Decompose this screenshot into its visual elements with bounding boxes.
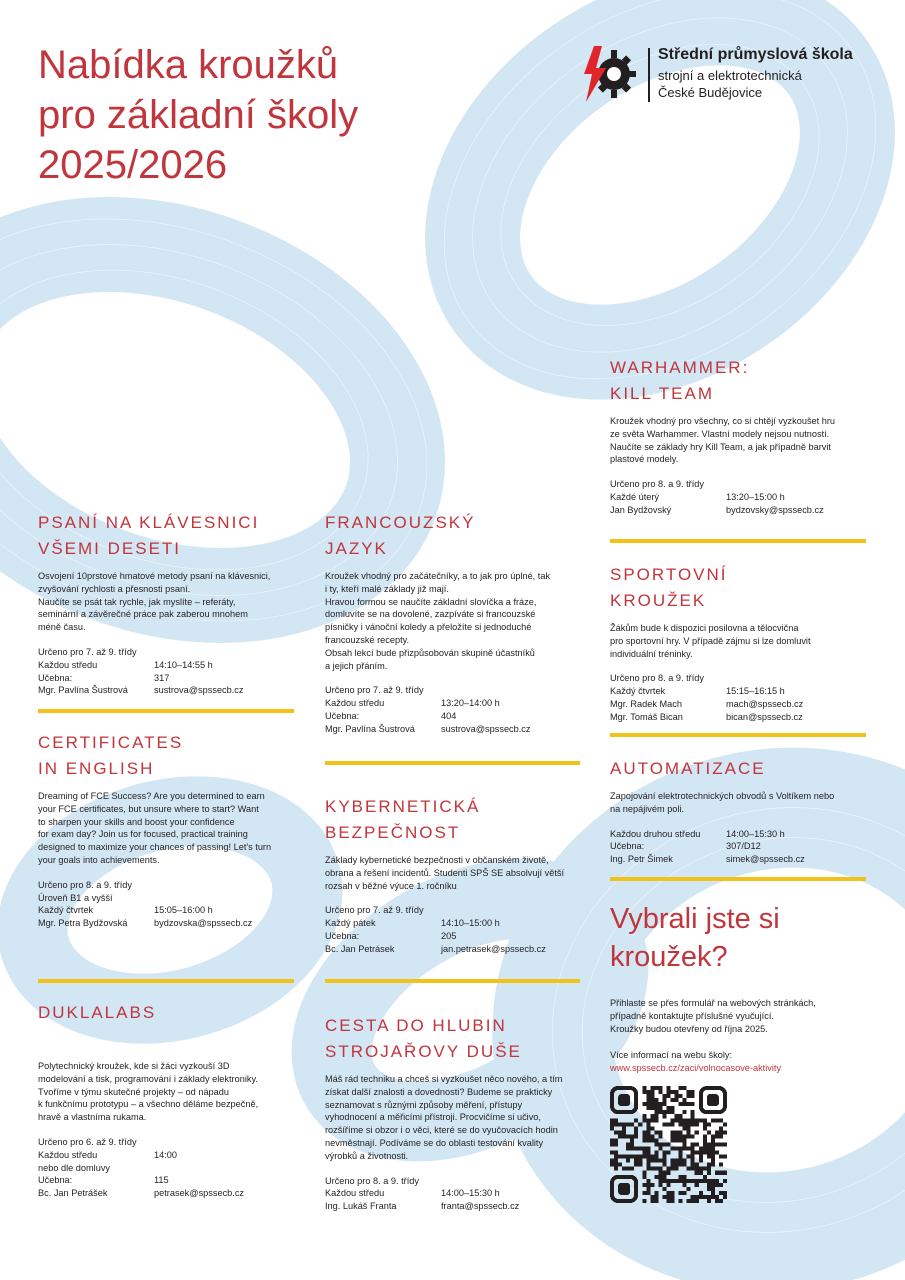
- section-automatizace: [610, 756, 875, 866]
- section-title: KYBERNETICKÁ BEZPEČNOST: [325, 797, 481, 842]
- divider: [325, 761, 580, 765]
- section-title: PSANÍ NA KLÁVESNICI VŠEMI DESETI: [38, 513, 260, 558]
- section-info: Určeno pro 6. až 9. třídy Každou středu 14:00 nebo dle domluvy Učebna: 115 Bc. Jan Petrášek petrasek@spssecb.cz: [38, 1136, 245, 1199]
- title-line-3: 2025/2026: [38, 143, 228, 187]
- section-title: DUKLALABS: [38, 1003, 157, 1022]
- section-description: Základy kybernetické bezpečnosti v občanském životě, obrana a řešení incidentů. Studenti SPŠ SE absolvují větší rozsah v běžné výuce 1. ročníku: [325, 855, 565, 891]
- gear-lightning-icon: [582, 44, 636, 104]
- title-line-1: Nabídka kroužků: [38, 43, 339, 87]
- school-name: Střední průmyslová škola: [658, 46, 853, 63]
- section-psani: [38, 510, 298, 697]
- section-info: Určeno pro 7. až 9. třídy Každý pátek 14:10–15:00 h Učebna: 205 Bc. Jan Petrásek jan.petrasek@spssecb.cz: [325, 905, 546, 954]
- section-title: FRANCOUZSKÝ JAZYK: [325, 513, 476, 558]
- cta-heading: Vybrali jste si kroužek?: [610, 903, 780, 973]
- divider: [610, 539, 866, 543]
- section-info: Určeno pro 7. až 9. třídy Každou středu 14:10–14:55 h Učebna: 317 Mgr. Pavlína Šustrová sustrova@spssecb.cz: [38, 646, 244, 696]
- section-certificates: [38, 730, 308, 930]
- section-kyber: [325, 794, 590, 956]
- school-subtitle-2: České Budějovice: [658, 85, 763, 100]
- section-francouzsky: [325, 510, 590, 736]
- section-title: SPORTOVNÍ KROUŽEK: [610, 565, 728, 610]
- divider: [38, 979, 294, 983]
- section-description: Máš rád techniku a chceš si vyzkoušet něco nového, a tím získat další znalosti a dovednosti? Budeme se prakticky seznamovat s různými způsoby měření, přístupy vyhodnocení a měřicími přístroji. Procvičíme si učivo, rozšíříme si obzor i o věci, které se do vyučovacích hodin nevměstnají. Podíváme se do oblasti testování kvality výrobků a životnosti.: [325, 1074, 563, 1161]
- section-sportovni: [610, 562, 875, 724]
- section-title: CERTIFICATES IN ENGLISH: [38, 733, 184, 778]
- divider: [610, 733, 866, 737]
- section-warhammer: [610, 355, 875, 517]
- divider: [325, 979, 580, 983]
- section-title: CESTA DO HLUBIN STROJAŘOVY DUŠE: [325, 1016, 522, 1061]
- qr-code-icon[interactable]: [610, 1086, 727, 1203]
- website-link[interactable]: www.spssecb.cz/zaci/volnocasove-aktivity: [610, 1063, 782, 1073]
- section-info: Určeno pro 7. až 9. třídy Každou středu 13:20–14:00 h Učebna: 404 Mgr. Pavlína Šustrová sustrova@spssecb.cz: [325, 685, 531, 734]
- section-duklalabs: [38, 1000, 308, 1200]
- divider: [38, 709, 294, 713]
- section-description: Polytechnický kroužek, kde si žáci vyzkouší 3D modelování a tisk, programování i základy elektroniky. Tvoříme v týmu skutečné projekty – od nápadu k funkčnímu prototypu – a všechno děláme bezpečně, hravě a vlastníma rukama.: [38, 1061, 259, 1123]
- section-title: WARHAMMER: KILL TEAM: [610, 358, 750, 403]
- section-info: Určeno pro 8. a 9. třídy Úroveň B1 a vyšší Každý čtvrtek 15:05–16:00 h Mgr. Petra Bydžovská bydzovska@spssecb.cz: [38, 879, 253, 929]
- title-line-2: pro základní školy: [38, 93, 359, 137]
- section-cesta: [325, 1013, 590, 1213]
- section-info: Určeno pro 8. a 9. třídy Každý čtvrtek 15:15–16:15 h Mgr. Radek Mach mach@spssecb.cz Mgr. Tomáš Bican bican@spssecb.cz: [610, 673, 804, 722]
- section-description: Osvojení 10prstové hmatové metody psaní na klávesnici, zvyšování rychlosti a přesnosti psaní. Naučíte se psát tak rychle, jak myslíte – referáty, seminární a závěrečné práce pak zaberou mnohem méně času.: [38, 571, 271, 633]
- cta-text: Přihlaste se přes formulář na webových stránkách, případně kontaktujte příslušné vyučující. Kroužky budou otevřeny od října 2025.: [610, 998, 816, 1034]
- cta-more-info: Více informací na webu školy:: [610, 1050, 733, 1060]
- school-logo: [582, 44, 882, 104]
- section-description: Kroužek vhodný pro začátečníky, a to jak pro úplné, tak i ty, kteří malé základy již mají. Hravou formou se naučíte základní slovíčka a fráze, domluvíte se na dovolené, zazpíváte si francouzské písničky i vánoční koledy a přeložíte si jednoduché francouzské recepty. Obsah lekcí bude přizpůsobován skupině účastníků a jejich přáním.: [325, 571, 551, 671]
- section-info: Každou druhou středu 14:00–15:30 h Učebna: 307/D12 Ing. Petr Šimek simek@spssecb.cz: [610, 828, 805, 865]
- section-info: Určeno pro 8. a 9. třídy Každé úterý 13:20–15:00 h Jan Bydžovský bydzovsky@spssecb.cz: [610, 479, 824, 515]
- logo-divider: [648, 48, 650, 102]
- section-description: Zapojování elektrotechnických obvodů s Voltíkem nebo na nepájivém poli.: [610, 791, 835, 814]
- section-description: Žákům bude k dispozici posilovna a tělocvična pro sportovní hry. V případě zájmu si lze domluvit individuální tréninky.: [610, 623, 811, 659]
- section-description: Kroužek vhodný pro všechny, co si chtějí vyzkoušet hru ze světa Warhammer. Vlastní modely nejsou nutností. Naučíte se základy hry Kill Team, a jak případně barvit plastové modely.: [610, 416, 836, 465]
- school-subtitle-1: strojní a elektrotechnická: [658, 68, 802, 83]
- section-info: Určeno pro 8. a 9. třídy Každou středu 14:00–15:30 h Ing. Lukáš Franta franta@spssecb.cz: [325, 1175, 520, 1212]
- section-title: AUTOMATIZACE: [610, 759, 766, 778]
- section-description: Dreaming of FCE Success? Are you determined to earn your FCE certificates, but unsure where to start? Want to sharpen your skills and boost your confidence for exam day? Join us for focused, practical training designed to maximize your chances of passing! Let's turn your goals into achievements.: [38, 791, 272, 865]
- divider: [610, 877, 866, 881]
- page-title: [38, 40, 458, 190]
